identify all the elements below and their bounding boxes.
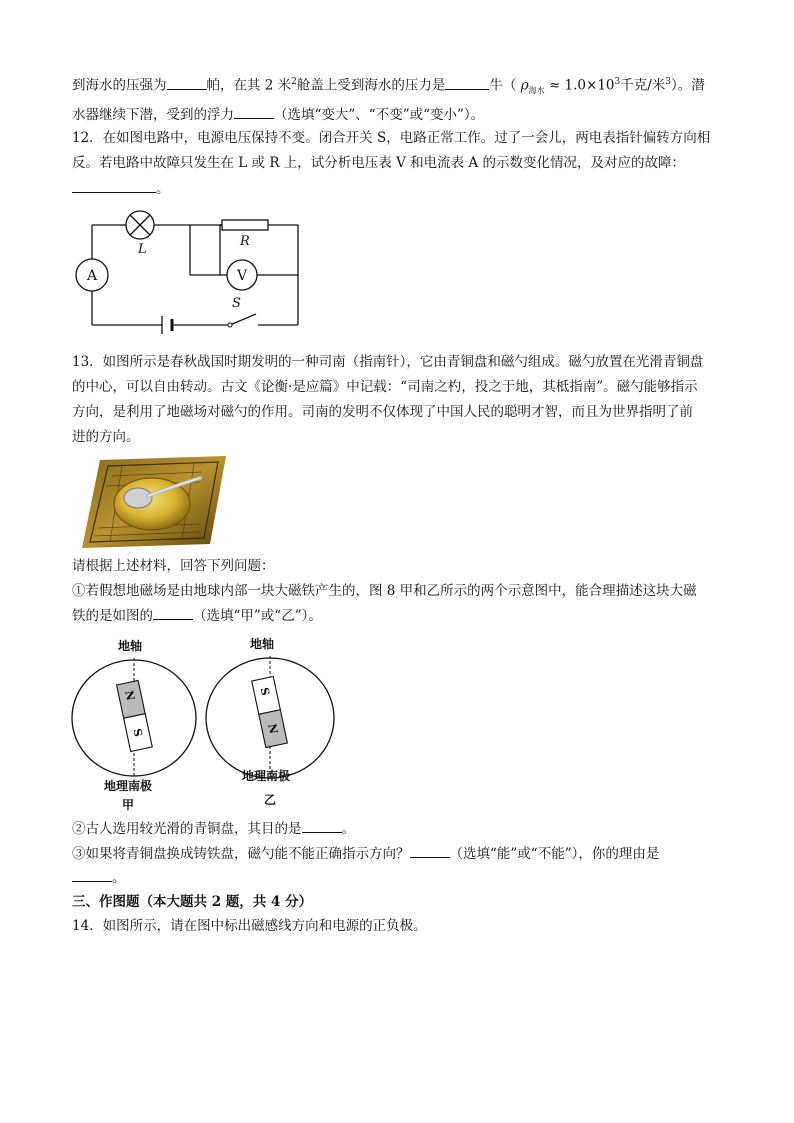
voltmeter	[227, 260, 257, 290]
answer-blank[interactable]	[410, 843, 450, 858]
q13-sub1-line1: ①若假想地磁场是由地球内部一块大磁铁产生的，图 8 甲和乙所示的两个示意图中，能合理描述这块大磁	[72, 583, 697, 599]
q12-line1: 12．在如图电路中，电源电压保持不变。闭合开关 S，电路正常工作。过了一会儿，两电表指针偏转方向相	[72, 130, 711, 146]
svg-text:地理南极: 地理南极	[241, 769, 291, 783]
q13-line3: 方向，是利用了地磁场对磁勺的作用。司南的发明不仅体现了中国人民的聪明才智，而且为世界指明了前	[72, 404, 693, 420]
battery	[162, 316, 172, 334]
q14-text: 14．如图所示，请在图中标出磁感线方向和电源的正负极。	[72, 918, 427, 934]
resistor-label: R	[240, 234, 250, 249]
lamp	[126, 211, 154, 239]
q13-sub3-line1: ③如果将青铜盘换成铸铁盘，磁勺能不能正确指示方向？ （选填“能”或“不能”），你的理由是	[72, 843, 659, 864]
answer-blank[interactable]	[445, 75, 489, 90]
section-title: 三、作图题（本大题共 2 题，共 4 分）	[72, 894, 313, 910]
earth-magnet-figures	[66, 632, 346, 812]
svg-text:乙: 乙	[263, 793, 277, 807]
q12-line2: 反。若电路中故障只发生在 L 或 R 上，试分析电压表 V 和电流表 A 的示数变化情况，及对应的故障：	[72, 155, 685, 171]
svg-text:N: N	[265, 722, 281, 736]
q13-line4: 进的方向。	[72, 429, 140, 445]
q13-prompt: 请根据上述材料，回答下列问题：	[72, 558, 275, 574]
answer-blank[interactable]	[234, 104, 274, 119]
svg-text:地轴: 地轴	[117, 639, 143, 653]
lamp-label: L	[138, 242, 147, 257]
sinan-compass-photo	[82, 456, 226, 548]
q11-line1: 到海水的压强为 帕，在其 2 米$^2$舱盖上受到海水的压力是 牛（ $\rho_{海水} \approx 1.0\times 10^3$千克/米$^3$）。潜	[72, 72, 705, 101]
q13-sub2: ②古人选用较光滑的青铜盘，其目的是 。	[72, 818, 355, 839]
switch	[228, 323, 232, 327]
svg-text:地轴: 地轴	[249, 637, 275, 651]
q12-line3: 。	[72, 178, 170, 199]
switch-label: S	[232, 296, 241, 311]
q13-line1: 13．如图所示是春秋战国时期发明的一种司南（指南针），它由青铜盘和磁勺组成。磁勺放置在光滑青铜盘	[72, 354, 704, 370]
svg-text:地理南极: 地理南极	[103, 779, 153, 793]
figure-jia	[72, 638, 196, 812]
q13-sub3-line2: 。	[72, 867, 126, 888]
svg-text:V: V	[236, 268, 248, 284]
svg-text:甲: 甲	[121, 798, 135, 812]
svg-text:S: S	[130, 727, 145, 738]
answer-blank[interactable]	[302, 818, 342, 833]
resistor	[222, 220, 268, 230]
svg-text:A: A	[86, 268, 98, 284]
q13-line2: 的中心，可以自由转动。古文《论衡·是应篇》中记载：“司南之杓，投之于地，其柢指南”。磁勺能够指示	[72, 379, 698, 395]
ammeter	[76, 259, 108, 291]
answer-blank[interactable]	[72, 867, 112, 882]
q13-sub1-line2: 铁的是如图的 （选填“甲”或“乙”）。	[72, 605, 322, 626]
answer-blank[interactable]	[72, 178, 156, 193]
answer-blank[interactable]	[153, 605, 193, 620]
circuit-diagram	[70, 205, 310, 335]
q11-line2: 水器继续下潜，受到的浮力 （选填“变大”、“不变”或“变小”）。	[72, 104, 484, 125]
svg-text:S: S	[257, 686, 272, 697]
svg-text:N: N	[122, 689, 137, 702]
figure-yi	[206, 636, 334, 807]
answer-blank[interactable]	[167, 75, 207, 90]
